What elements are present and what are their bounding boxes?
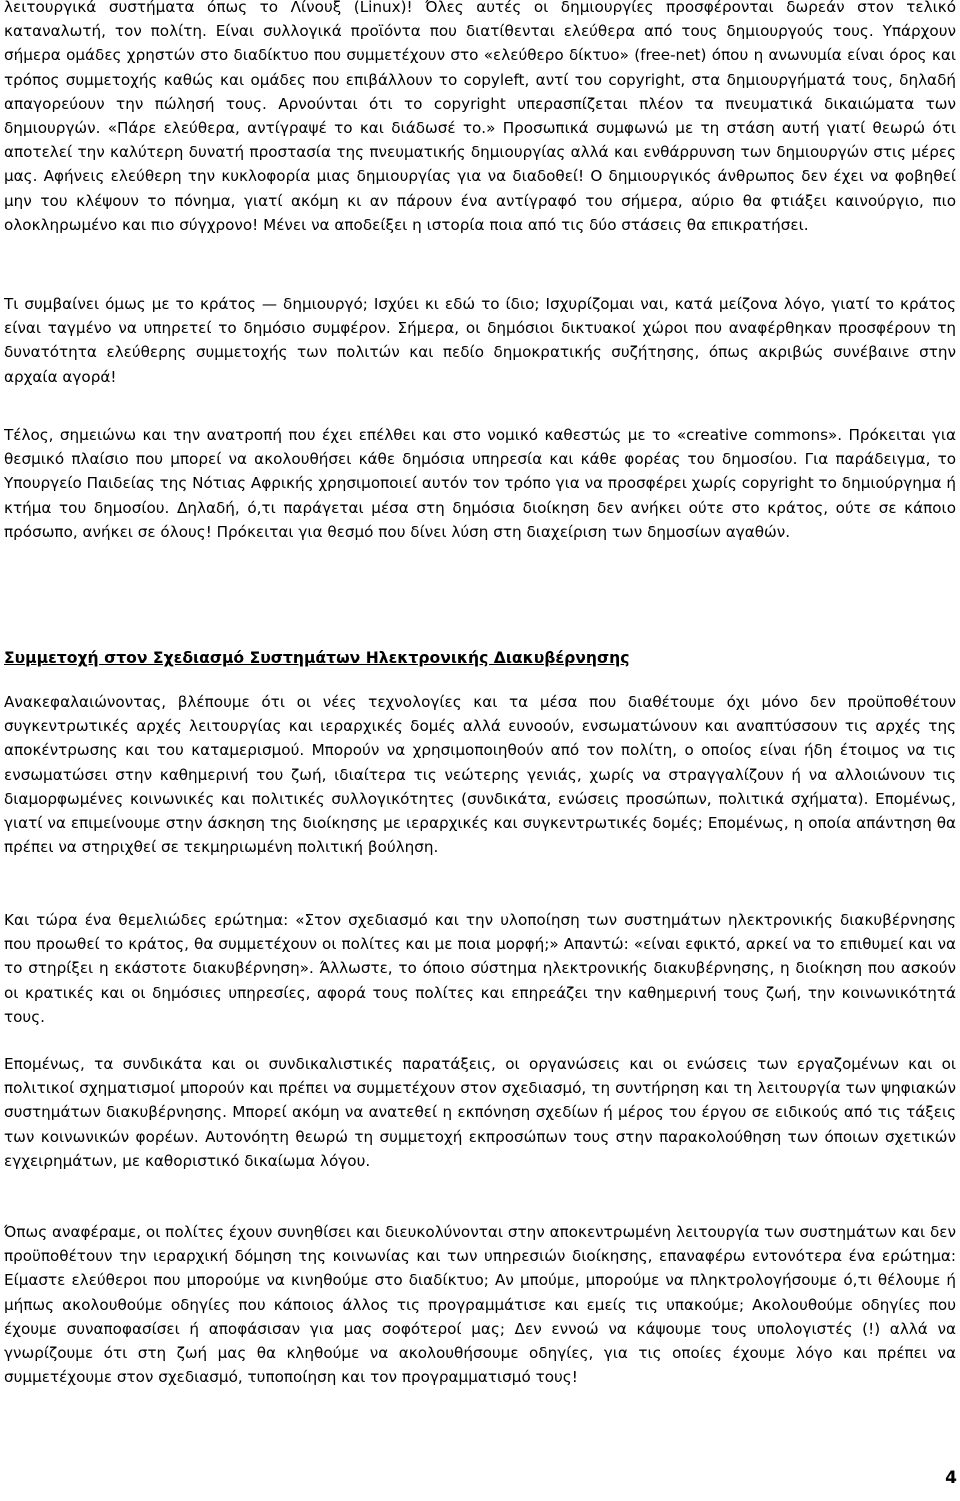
paragraph-creative-commons: Τέλος, σημειώνω και την ανατροπή που έχει επέλθει και στο νομικό καθεστώς με το «creative commons». Πρόκειται για θεσμικό πλαίσιο που μπορεί να ακολουθήσει κάθε δημόσια υπηρεσία και κάθε φορέας του δημοσίου. Για παράδειγμα, το Υπουργείο Παιδείας της Νότιας Αφρικής χρησιμοποιεί αυτόν τον τρόπο για να προσφέρει χωρίς copyright το δημιούργημα ή κτήμα του δημοσίου. Δηλαδή, ό,τι παράγεται μέσα στη δημόσια διοίκηση δεν ανήκει ούτε στο κράτος, ούτε σε κάποιο πρόσωπο, ανήκει σε όλους! Πρόκειται για θεσμό που δίνει λύση στη διαχείριση των δημοσίων αγαθών.: [4, 426, 956, 541]
paragraph-decentralized-systems: Όπως αναφέραμε, οι πολίτες έχουν συνηθίσει και διευκολύνονται στην αποκεντρωμένη λειτουργία των συστημάτων και δεν προϋποθέτουν την ιεραρχική δόμηση της κοινωνίας και των υπηρεσιών διοίκησης, επαναφέρω εντονότερα ένα ερώτημα: Είμαστε ελεύθεροι που μπορούμε να κινηθούμε στο διαδίκτυο; Αν μπούμε, μπορούμε να πληκτρολογήσουμε ό,τι θέλουμε ή μήπως ακολουθούμε οδηγίες που κάποιος άλλος τις προγραμμάτισε και εμείς τις υπακούμε; Ακολουθούμε οδηγίες που έχουμε συναποφασίσει ή αποφάσισαν για μας σοφότεροί μας; Δεν εννοώ να κάψουμε τους υπολογιστές (!) αλλά να γνωρίζουμε ότι στη ζωή μας θα κληθούμε να ακολουθήσουμε οδηγίες, για τις οποίες έχουμε λόγο και πρέπει να συμμετέχουμε στον σχεδιασμό, τυποποίηση και τον προγραμματισμό τους!: [4, 1223, 956, 1387]
section-heading: Συμμετοχή στον Σχεδιασμό Συστημάτων Ηλεκτρονικής Διακυβέρνησης: [4, 649, 630, 667]
page-number: 4: [945, 1468, 957, 1488]
paragraph-fundamental-question: Και τώρα ένα θεμελιώδες ερώτημα: «Στον σχεδιασμό και την υλοποίηση των συστημάτων ηλεκτρονικής διακυβέρνησης που προωθεί το κράτος, θα συμμετέχουν οι πολίτες και με ποια μορφή;» Απαντώ: «είναι εφικτό, αρκεί να το επιθυμεί και να το στηρίξει η εκάστοτε διακυβέρνηση». Άλλωστε, το όποιο σύστημα ηλεκτρονικής διακυβέρνησης, η διοίκηση που ασκούν οι κρατικές και οι δημόσιες υπηρεσίες, αφορά τους πολίτες και επηρεάζει την καθημερινή τους ζωή, την κοινωνικότητά τους.: [4, 911, 956, 1026]
paragraph-creative-works: λειτουργικά συστήματα όπως το Λίνουξ (Linux)! Όλες αυτές οι δημιουργίες προσφέρονται δωρεάν στον τελικό καταναλωτή, τον πολίτη. Είναι συλλογικά προϊόντα που διατίθενται ελεύθερα από τους δημιουργούς τους. Υπάρχουν σήμερα ομάδες χρηστών στο διαδίκτυο που συμμετέχουν στο «ελεύθερο δίκτυο» (free-net) όπου η ανωνυμία είναι όρος και τρόπος συμμετοχής καθώς και ομάδες που επιβάλλουν το copyleft, αντί του copyright, στα δημιουργήματά τους, δηλαδή απαγορεύουν την πώλησή τους. Αρνούνται ότι το copyright υπερασπίζεται πλέον τα πνευματικά δικαιώματα των δημιουργών. «Πάρε ελεύθερα, αντίγραψέ το και διάδωσέ το.» Προσωπικά συμφωνώ με τη στάση αυτή γιατί θεωρώ ότι αποτελεί την καλύτερη δυνατή προστασία της πνευματικής δημιουργίας αλλά και ενθάρρυνση των δημιουργών στις μέρες μας. Αφήνεις ελεύθερη την κυκλοφορία μιας δημιουργίας για να διαδοθεί! Ο δημιουργικός άνθρωπος δεν έχει να φοβηθεί μην του κλέψουν το πόνημα, γιατί ακόμη κι αν πάρουν ένα αντίγραφό του σήμερα, αύριο θα φτιάξει καινούργιο, πιο ολοκληρωμένο και πιο σύγχρονο! Μένει να αποδείξει η ιστορία ποια από τις δύο στάσεις θα επικρατήσει.: [4, 0, 956, 234]
paragraph-unions-participation: Επομένως, τα συνδικάτα και οι συνδικαλιστικές παρατάξεις, οι οργανώσεις και οι ενώσεις των εργαζομένων και οι πολιτικοί σχηματισμοί μπορούν και πρέπει να συμμετέχουν στον σχεδιασμό, τη συντήρηση και τη λειτουργία των ψηφιακών συστημάτων διακυβέρνησης. Μπορεί ακόμη να ανατεθεί η εκπόνηση σχεδίων ή μέρος του έργου σε ειδικούς από τις τάξεις των κοινωνικών φορέων. Αυτονόητη θεωρώ τη συμμετοχή εκπροσώπων τους στην παρακολούθηση των όποιων σχετικών εγχειρημάτων, με καθοριστικό δικαίωμα λόγου.: [4, 1055, 956, 1170]
paragraph-state-creator: Τι συμβαίνει όμως με το κράτος — δημιουργό; Ισχύει κι εδώ το ίδιο; Ισχυρίζομαι ναι, κατά μείζονα λόγο, γιατί το κράτος είναι ταγμένο να υπηρετεί το δημόσιο συμφέρον. Σήμερα, οι δημόσιοι δικτυακοί χώροι που αναφέρθηκαν προσφέρουν τη δυνατότητα ελεύθερης συμμετοχής των πολιτών και πεδίο δημοκρατικής συζήτησης, όπως ακριβώς συνέβαινε στην αρχαία αγορά!: [4, 295, 956, 386]
paragraph-summary: Ανακεφαλαιώνοντας, βλέπουμε ότι οι νέες τεχνολογίες και τα μέσα που διαθέτουμε όχι μόνο δεν προϋποθέτουν συγκεντρωτικές αρχές λειτουργίας και ιεραρχικές δομές αλλά ευνοούν, ενσωματώνουν και αναπτύσσουν τις αρχές της αποκέντρωσης και του καταμερισμού. Μπορούν να χρησιμοποιηθούν από τον πολίτη, ο οποίος είναι ήδη έτοιμος να τις ενσωματώσει στην καθημερινή του ζωή, ιδιαίτερα τις νεώτερης γενιάς, χωρίς να στραγγαλίζουν ή να αλλοιώνουν τις διαμορφωμένες κοινωνικές και πολιτικές συλλογικότητες (συνδικάτα, ενώσεις προσώπων, πολιτικά σχήματα). Επομένως, γιατί να επιμείνουμε στην άσκηση της διοίκησης με ιεραρχικές και συγκεντρωτικές δομές; Επομένως, η οποία απάντηση θα πρέπει να στηριχθεί σε τεκμηριωμένη πολιτική βούληση.: [4, 693, 956, 857]
